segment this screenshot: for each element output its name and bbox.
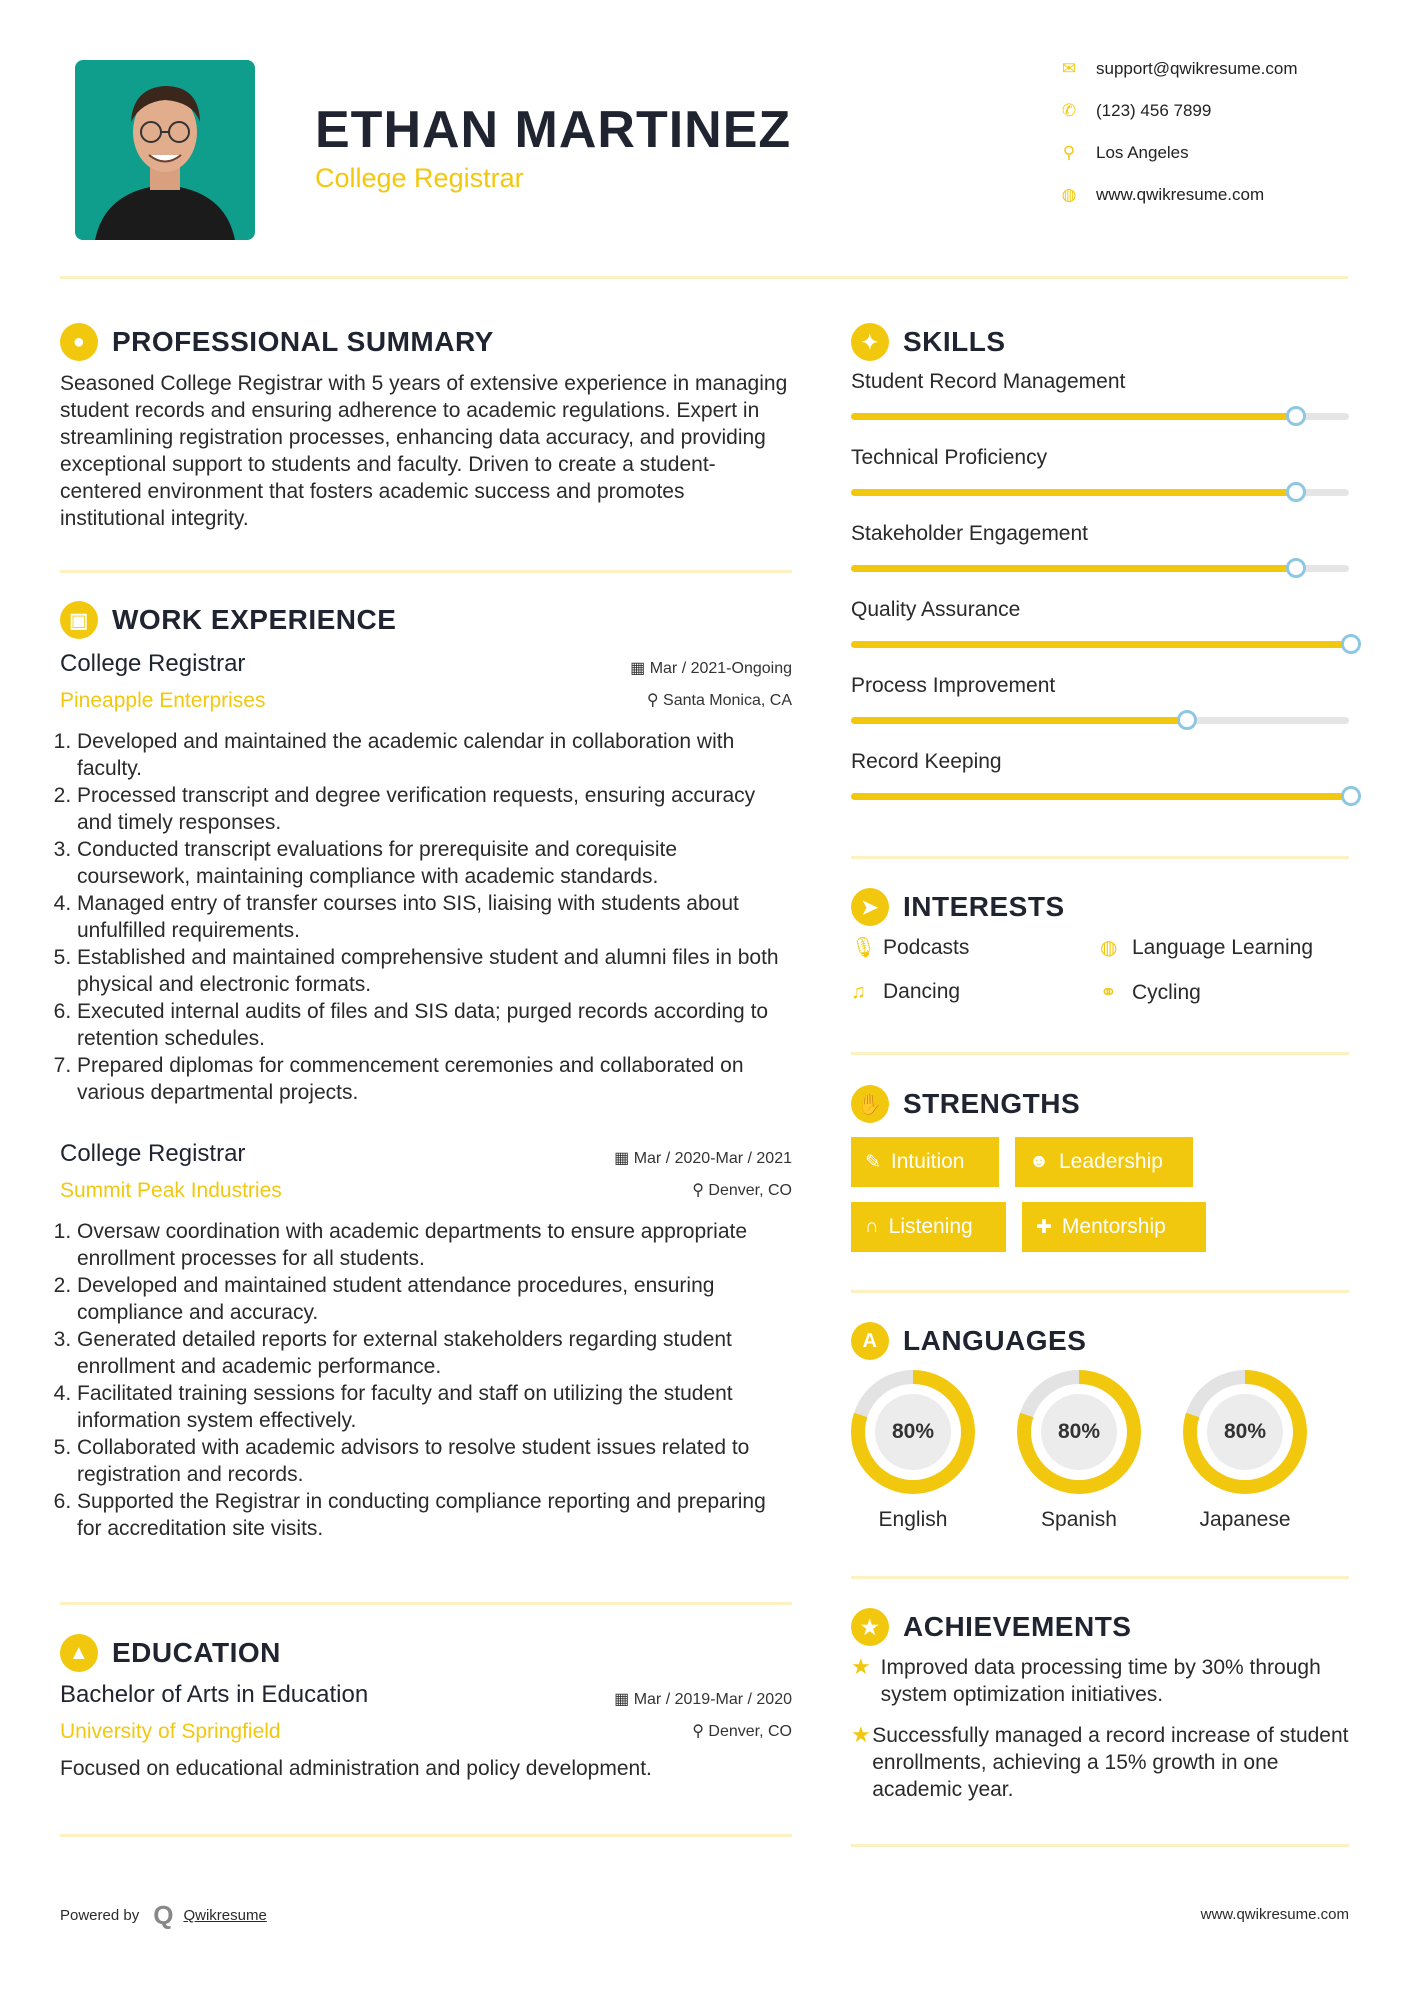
skill-item — [851, 446, 1349, 470]
list-item: 2. Developed and maintained student attendance procedures, ensuring compliance and accuracy. — [77, 1272, 792, 1326]
skill-label: Stakeholder Engagement — [851, 522, 1088, 545]
section-divider — [851, 856, 1349, 859]
skill-knob — [1177, 710, 1197, 730]
skill-bar — [851, 413, 1349, 420]
globe-icon: ◍ — [1100, 937, 1118, 959]
list-item: 1. Developed and maintained the academic calendar in collaboration with faculty. — [77, 728, 792, 782]
skill-knob — [1286, 406, 1306, 426]
list-item: 4. Facilitated training sessions for faculty and staff on utilizing the student information system effectively. — [77, 1380, 792, 1434]
strength-tag: ✚ Mentorship — [1022, 1202, 1206, 1252]
envelope-icon: ✉ — [1061, 59, 1077, 78]
contact-email[interactable]: ✉ support@qwikresume.com — [1050, 48, 1370, 90]
job-date: ▦ Mar / 2020-Mar / 2021 — [614, 1150, 792, 1167]
experience-heading: ▣ WORK EXPERIENCE — [60, 601, 396, 639]
achievement-item: ★ Successfully managed a record increase of student enrollments, achieving a 15% growth in one academic year. — [851, 1722, 1349, 1801]
candidate-name: ETHAN MARTINEZ — [315, 101, 792, 159]
education-date: ▦ Mar / 2019-Mar / 2020 — [614, 1691, 792, 1708]
education-heading: ▲ EDUCATION — [60, 1634, 281, 1672]
education-location: ⚲ Denver, CO — [692, 1723, 792, 1740]
language-ring — [851, 1370, 975, 1494]
skill-bar-fill — [851, 489, 1294, 496]
language-percent: 80% — [1207, 1394, 1283, 1470]
list-item: 4. Managed entry of transfer courses into SIS, liaising with students about unfulfilled requirements. — [77, 890, 792, 944]
skill-label: Record Keeping — [851, 750, 1002, 773]
language-label: Spanish — [1041, 1508, 1117, 1531]
strength-tag: ∩ Listening — [851, 1202, 1006, 1252]
section-divider — [851, 1844, 1349, 1847]
skill-bar — [851, 641, 1349, 648]
list-item: 2. Processed transcript and degree verification requests, ensuring accuracy and timely responses. — [77, 782, 792, 836]
job-company: Pineapple Enterprises — [60, 689, 266, 712]
brand-link[interactable]: Qwikresume — [183, 1907, 267, 1924]
skill-bar — [851, 717, 1349, 724]
list-item: 5. Collaborated with academic advisors to resolve student issues related to registration and records. — [77, 1434, 792, 1488]
achievements-heading: ★ ACHIEVEMENTS — [851, 1608, 1131, 1646]
skill-knob — [1286, 558, 1306, 578]
section-divider — [851, 1576, 1349, 1579]
school-name: University of Springfield — [60, 1720, 281, 1743]
map-pin-icon: ⚲ — [1062, 143, 1076, 162]
strength-tag: ☻ Leadership — [1015, 1137, 1193, 1187]
job-date: ▦ Mar / 2021-Ongoing — [630, 660, 792, 677]
language-label: English — [878, 1508, 948, 1531]
summary-text: Seasoned College Registrar with 5 years of extensive experience in managing student records and ensuring adherence to academic regulations. Expert in streamlining registration processes, enhancing data accuracy, and providing exceptional support to students and faculty. Driven to create a student-centered environment that fosters academic success and promotes institutional integrity. — [60, 372, 788, 530]
skill-label: Quality Assurance — [851, 598, 1021, 621]
skill-bar — [851, 565, 1349, 572]
pin-icon: ⚲ — [692, 1182, 709, 1199]
list-item: 1. Oversaw coordination with academic departments to ensure appropriate enrollment processes for all students. — [77, 1218, 792, 1272]
user-plus-icon: ✚ — [1036, 1216, 1052, 1238]
skill-item — [851, 522, 1349, 546]
list-item: 6. Supported the Registrar in conducting compliance reporting and preparing for accreditation site visits. — [77, 1488, 792, 1542]
interests-heading: ➤ INTERESTS — [851, 888, 1065, 926]
skill-bar — [851, 793, 1349, 800]
bicycle-icon: ⚭ — [1100, 982, 1117, 1004]
strengths-heading: ✋ STRENGTHS — [851, 1085, 1080, 1123]
trophy-icon: ★ — [851, 1608, 889, 1646]
footer-url[interactable]: www.qwikresume.com — [1200, 1906, 1349, 1923]
skill-item — [851, 750, 1349, 774]
magic-wand-icon: ✎ — [865, 1151, 881, 1173]
paper-plane-icon: ➤ — [851, 888, 889, 926]
interest-item: 🎙 Podcasts — [851, 935, 970, 959]
pin-icon: ⚲ — [646, 692, 664, 709]
profile-photo — [75, 60, 255, 240]
skill-bar — [851, 489, 1349, 496]
job-title: College Registrar — [60, 1140, 246, 1167]
pin-icon: ⚲ — [692, 1723, 709, 1740]
summary-heading: ● PROFESSIONAL SUMMARY — [60, 323, 494, 361]
list-item: 6. Executed internal audits of files and SIS data; purged records according to retention schedules. — [77, 998, 792, 1052]
header-divider — [60, 276, 1348, 279]
user-icon: ● — [60, 323, 98, 361]
language-ring — [1017, 1370, 1141, 1494]
section-divider — [60, 1602, 792, 1605]
job-title: College Registrar — [60, 650, 246, 677]
star-icon: ★ — [851, 1654, 871, 1679]
list-item: 3. Conducted transcript evaluations for prerequisite and corequisite coursework, maintaining compliance with academic standards. — [77, 836, 792, 890]
headphones-icon: ∩ — [865, 1216, 879, 1237]
skill-bar-fill — [851, 717, 1185, 724]
graduation-icon: ▲ — [60, 1634, 98, 1672]
phone-icon: ✆ — [1061, 101, 1077, 120]
skill-bar-fill — [851, 641, 1349, 648]
music-note-icon: ♫ — [851, 980, 866, 1003]
interest-item: ♫ Dancing — [851, 980, 961, 1003]
list-item: 5. Established and maintained comprehensive student and alumni files in both physical and electronic formats. — [77, 944, 792, 998]
skill-knob — [1341, 786, 1361, 806]
section-divider — [851, 1052, 1349, 1055]
language-ring — [1183, 1370, 1307, 1494]
list-item: 3. Generated detailed reports for external stakeholders regarding student enrollment and academic performance. — [77, 1326, 792, 1380]
job-bullets — [57, 728, 792, 1106]
footer-powered: Powered by Q Qwikresume — [60, 1900, 267, 1930]
skill-label: Student Record Management — [851, 370, 1126, 393]
skill-label: Technical Proficiency — [851, 446, 1048, 469]
briefcase-icon: ▣ — [60, 601, 98, 639]
lightbulb-icon: ✦ — [851, 323, 889, 361]
section-divider — [851, 1290, 1349, 1293]
language-percent: 80% — [875, 1394, 951, 1470]
skill-item — [851, 370, 1349, 394]
contact-list — [1050, 48, 1370, 216]
language-percent: 80% — [1041, 1394, 1117, 1470]
skill-knob — [1341, 634, 1361, 654]
qwikresume-logo-icon: Q — [153, 1900, 174, 1930]
job-location: ⚲ Denver, CO — [692, 1182, 792, 1199]
job-company: Summit Peak Industries — [60, 1179, 282, 1202]
star-icon: ★ — [851, 1722, 871, 1747]
microphone-icon: 🎙 — [851, 937, 877, 959]
job-bullets — [57, 1218, 792, 1542]
contact-phone[interactable]: ✆ (123) 456 7899 — [1050, 90, 1370, 132]
language-item — [1183, 1370, 1307, 1532]
language-label: Japanese — [1199, 1508, 1291, 1531]
calendar-icon: ▦ — [630, 660, 650, 677]
contact-location: ⚲ Los Angeles — [1050, 132, 1370, 174]
section-divider — [60, 570, 792, 573]
skill-knob — [1286, 482, 1306, 502]
job-location: ⚲ Santa Monica, CA — [646, 692, 792, 709]
skills-heading: ✦ SKILLS — [851, 323, 1006, 361]
skill-label: Process Improvement — [851, 674, 1056, 697]
language-item — [851, 1370, 975, 1532]
interest-item: ⚭ Cycling — [1100, 980, 1201, 1004]
languages-heading: A LANGUAGES — [851, 1322, 1086, 1360]
education-text: Focused on educational administration and policy development. — [60, 1757, 652, 1780]
degree-title: Bachelor of Arts in Education — [60, 1681, 369, 1708]
language-card-icon: A — [851, 1322, 889, 1360]
skill-bar-fill — [851, 793, 1349, 800]
language-item — [1017, 1370, 1141, 1532]
skill-item — [851, 674, 1349, 698]
globe-icon: ◍ — [1061, 185, 1077, 204]
skill-bar-fill — [851, 413, 1294, 420]
users-icon: ☻ — [1029, 1151, 1049, 1172]
interest-item: ◍ Language Learning — [1100, 935, 1314, 959]
calendar-icon: ▦ — [614, 1150, 634, 1167]
list-item: 7. Prepared diplomas for commencement ceremonies and collaborated on various departmental projects. — [77, 1052, 792, 1106]
skill-bar-fill — [851, 565, 1294, 572]
contact-website[interactable]: ◍ www.qwikresume.com — [1050, 174, 1370, 216]
achievement-item: ★ Improved data processing time by 30% through system optimization initiatives. — [851, 1654, 1321, 1706]
calendar-icon: ▦ — [614, 1691, 634, 1708]
skill-item — [851, 598, 1349, 622]
candidate-title: College Registrar — [315, 163, 524, 193]
hand-icon: ✋ — [851, 1085, 889, 1123]
section-divider — [60, 1834, 792, 1837]
strength-tag: ✎ Intuition — [851, 1137, 999, 1187]
